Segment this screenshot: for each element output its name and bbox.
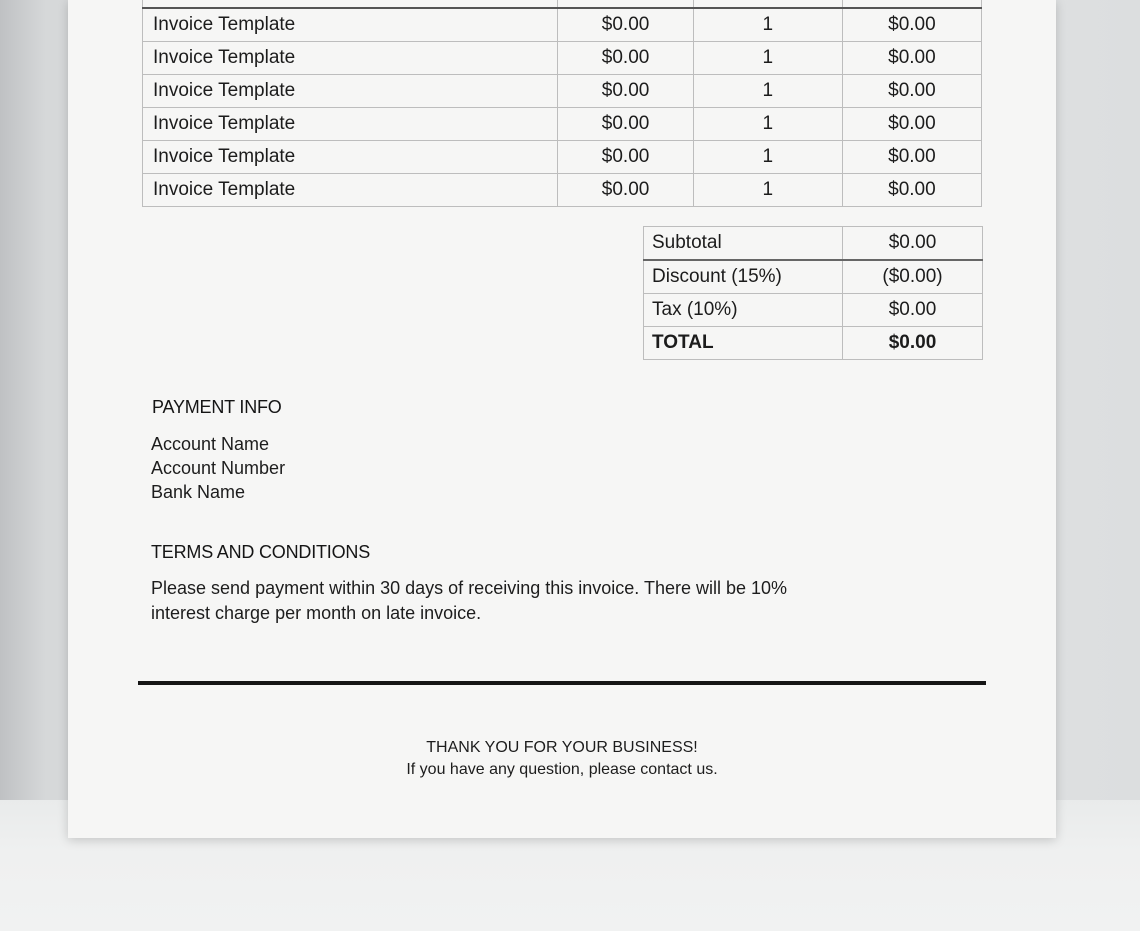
payment-info-heading: PAYMENT INFO — [152, 397, 282, 417]
item-unit-cost: $0.00 — [558, 108, 693, 141]
item-description: Invoice Template — [143, 8, 558, 42]
item-unit-cost: $0.00 — [558, 8, 693, 42]
table-row — [143, 141, 982, 174]
subtotal-label: Subtotal — [644, 227, 843, 261]
item-unit-cost: $0.00 — [558, 42, 693, 75]
item-description: Invoice Template — [143, 75, 558, 108]
item-quantity: 1 — [693, 75, 842, 108]
line-items-table — [142, 0, 982, 207]
discount-row — [644, 260, 983, 294]
tax-row — [644, 294, 983, 327]
item-amount: $0.00 — [842, 75, 981, 108]
terms-text: Please send payment within 30 days of receiving this invoice. There will be 10% interest charge per month on late invoice. — [151, 578, 788, 623]
table-row — [143, 75, 982, 108]
item-amount: $0.00 — [842, 108, 981, 141]
table-row — [143, 42, 982, 75]
header-quantity — [693, 0, 842, 8]
account-number: Account Number — [151, 458, 286, 478]
divider — [138, 681, 986, 685]
tax-label: Tax (10%) — [644, 294, 843, 327]
item-description: Invoice Template — [143, 108, 558, 141]
total-label: TOTAL — [644, 327, 843, 360]
header-amount — [842, 0, 981, 8]
item-unit-cost: $0.00 — [558, 174, 693, 207]
item-description: Invoice Template — [143, 42, 558, 75]
table-row — [143, 8, 982, 42]
subtotal-row — [644, 227, 983, 261]
contact-message: If you have any question, please contact us. — [406, 761, 718, 778]
item-quantity: 1 — [693, 141, 842, 174]
item-unit-cost: $0.00 — [558, 141, 693, 174]
item-quantity: 1 — [693, 174, 842, 207]
item-quantity: 1 — [693, 42, 842, 75]
tax-value: $0.00 — [843, 294, 983, 327]
item-description: Invoice Template — [143, 174, 558, 207]
table-row — [143, 108, 982, 141]
item-amount: $0.00 — [842, 42, 981, 75]
table-row — [143, 174, 982, 207]
total-row — [644, 327, 983, 360]
bank-name: Bank Name — [151, 482, 246, 502]
header-unit-cost — [558, 0, 693, 8]
item-unit-cost: $0.00 — [558, 75, 693, 108]
subtotal-value: $0.00 — [843, 227, 983, 261]
item-quantity: 1 — [693, 108, 842, 141]
discount-value: ($0.00) — [843, 260, 983, 294]
item-amount: $0.00 — [842, 8, 981, 42]
total-value: $0.00 — [843, 327, 983, 360]
item-quantity: 1 — [693, 8, 842, 42]
line-items-header-row — [143, 0, 982, 8]
terms-heading: TERMS AND CONDITIONS — [151, 542, 371, 562]
item-amount: $0.00 — [842, 141, 981, 174]
account-name: Account Name — [151, 434, 270, 454]
item-amount: $0.00 — [842, 174, 981, 207]
totals-table — [643, 226, 983, 360]
header-description — [143, 0, 558, 8]
thank-you-message: THANK YOU FOR YOUR BUSINESS! — [426, 739, 698, 756]
invoice-page — [68, 0, 1056, 838]
item-description: Invoice Template — [143, 141, 558, 174]
discount-label: Discount (15%) — [644, 260, 843, 294]
